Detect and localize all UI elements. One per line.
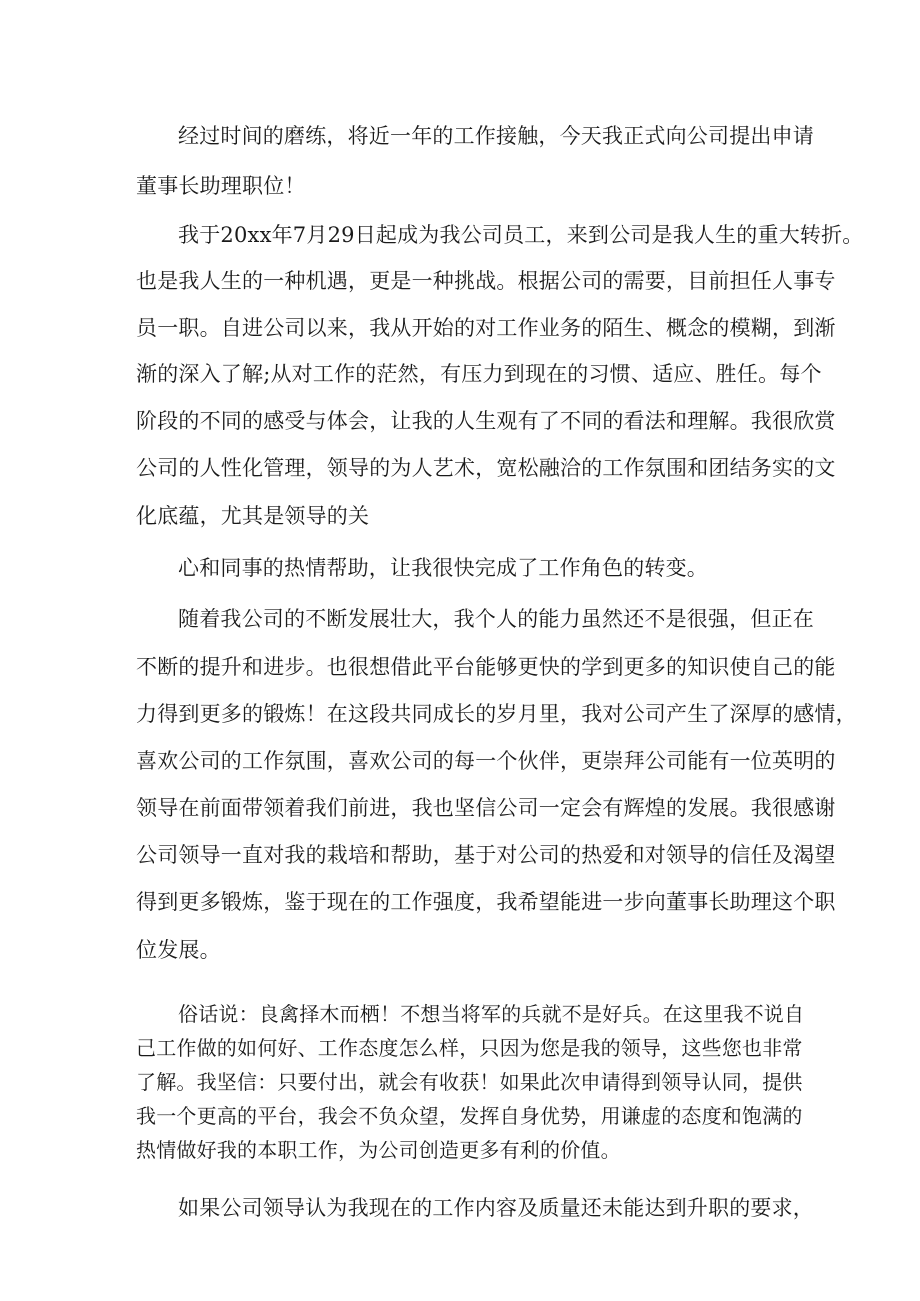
paragraph-4-line-2: 不断的提升和进步。也很想借此平台能够更快的学到更多的知识使自己的能	[136, 655, 836, 679]
paragraph-6-line-1: 如果公司领导认为我现在的工作内容及质量还未能达到升职的要求，	[178, 1196, 814, 1220]
paragraph-2-line-2: 也是我人生的一种机遇，更是一种挑战。根据公司的需要，目前担任人事专	[136, 269, 836, 293]
paragraph-4-line-8: 位发展。	[136, 938, 221, 962]
paragraph-5-line-2: 己工作做的如何好、工作态度怎么样，只因为您是我的领导，这些您也非常	[136, 1036, 803, 1060]
paragraph-2-line-5: 阶段的不同的感受与体会，让我的人生观有了不同的看法和理解。我很欣赏	[136, 409, 836, 433]
paragraph-4-line-6: 公司领导一直对我的栽培和帮助，基于对公司的热爱和对领导的信任及渴望	[136, 843, 836, 867]
paragraph-2-line-4: 渐的深入了解;从对工作的茫然，有压力到现在的习惯、适应、胜任。每个	[136, 362, 822, 386]
paragraph-5-line-3: 了解。我坚信：只要付出，就会有收获！如果此次申请得到领导认同，提供	[136, 1070, 803, 1094]
paragraph-4-line-1: 随着我公司的不断发展壮大，我个人的能力虽然还不是很强，但正在	[178, 607, 814, 631]
paragraph-5-line-1: 俗话说：良禽择木而栖！不想当将军的兵就不是好兵。在这里我不说自	[178, 1002, 805, 1026]
paragraph-3-line-1: 心和同事的热情帮助，让我很快完成了工作角色的转变。	[178, 556, 708, 580]
paragraph-1-line-2: 董事长助理职位！	[136, 174, 306, 198]
paragraph-2-line-1: 我于20xx年7月29日起成为我公司员工，来到公司是我人生的重大转折。	[178, 223, 864, 247]
paragraph-2-line-3: 员一职。自进公司以来，我从开始的对工作业务的陌生、概念的模糊，到渐	[136, 316, 836, 340]
paragraph-2-line-7: 化底蕴，尤其是领导的关	[136, 504, 370, 528]
paragraph-4-line-5: 领导在前面带领着我们前进，我也坚信公司一定会有辉煌的发展。我很感谢	[136, 796, 836, 820]
paragraph-1-line-1: 经过时间的磨练，将近一年的工作接触，今天我正式向公司提出申请	[178, 124, 814, 148]
paragraph-4-line-3: 力得到更多的锻炼！在这段共同成长的岁月里，我对公司产生了深厚的感情，	[136, 702, 857, 726]
paragraph-4-line-7: 得到更多锻炼，鉴于现在的工作强度，我希望能进一步向董事长助理这个职	[136, 890, 836, 914]
paragraph-2-line-6: 公司的人性化管理，领导的为人艺术，宽松融洽的工作氛围和团结务实的文	[136, 456, 836, 480]
paragraph-5-line-5: 热情做好我的本职工作，为公司创造更多有利的价值。	[136, 1138, 621, 1162]
paragraph-4-line-4: 喜欢公司的工作氛围，喜欢公司的每一个伙伴，更崇拜公司能有一位英明的	[136, 749, 836, 773]
paragraph-5-line-4: 我一个更高的平台，我会不负众望，发挥自身优势，用谦虚的态度和饱满的	[136, 1104, 803, 1128]
